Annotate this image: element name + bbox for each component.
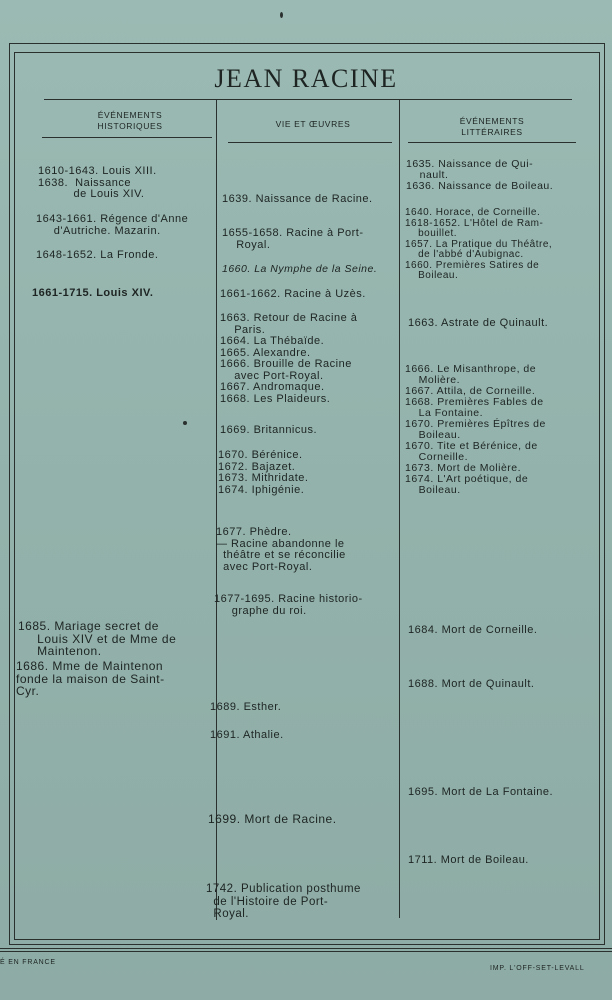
works-entry: 1660. La Nymphe de la Seine.	[222, 263, 378, 275]
column-header-literary: ÉVÉNEMENTS LITTÉRAIRES	[459, 116, 525, 137]
historical-entry: 1648-1652. La Fronde.	[36, 249, 159, 261]
literary-entry: 1663. Astrate de Quinault.	[408, 317, 549, 329]
column-divider-right	[399, 100, 400, 918]
works-entry: 1699. Mort de Racine.	[208, 812, 337, 826]
works-entry: 1742. Publication posthume de l'Histoire de Port- Royal.	[206, 883, 361, 920]
literary-entry: 1666. Le Misanthrope, de Molière. 1667. Attila, de Corneille. 1668. Premières Fables de La Fontaine. 1670. Premières Épîtres de Boileau. 1670. Tite et Bérénice, de Corneille. 1673. Mort de Molière. 1674. L'Art poétique, de Boileau.	[405, 363, 546, 496]
works-entry: 1639. Naissance de Racine.	[222, 193, 373, 205]
column-header-works: VIE ET ŒUVRES	[275, 119, 351, 129]
footer-printed-in: É EN FRANCE	[0, 959, 56, 966]
historical-entry: 1643-1661. Régence d'Anne d'Autriche. Mazarin.	[36, 213, 189, 237]
ink-spot	[183, 421, 187, 425]
bottom-rule	[0, 951, 612, 952]
works-entry: 1677-1695. Racine historio- graphe du roi.	[214, 593, 363, 617]
historical-entry: 1686. Mme de Maintenon fonde la maison de Saint- Cyr.	[16, 659, 165, 698]
ink-spot	[280, 12, 283, 18]
literary-entry: 1711. Mort de Boileau.	[408, 854, 529, 866]
literary-entry: 1695. Mort de La Fontaine.	[408, 786, 554, 798]
literary-entry: 1684. Mort de Corneille.	[408, 624, 538, 636]
bottom-rule	[0, 948, 612, 949]
works-entry: 1669. Britannicus.	[220, 424, 318, 436]
header-rule-historical	[42, 137, 212, 138]
header-rule-works	[228, 142, 392, 143]
works-entry: 1655-1658. Racine à Port- Royal.	[222, 227, 364, 251]
historical-entry: 1661-1715. Louis XIV.	[32, 287, 154, 299]
works-entry: 1670. Bérénice. 1672. Bajazet. 1673. Mithridate. 1674. Iphigénie.	[218, 449, 309, 496]
literary-entry: 1635. Naissance de Qui- nault. 1636. Naissance de Boileau.	[406, 158, 554, 192]
works-entry: 1661-1662. Racine à Uzès.	[220, 288, 366, 300]
historical-entry: 1685. Mariage secret de Louis XIV et de Mme de Maintenon.	[18, 619, 177, 658]
column-divider-left	[216, 100, 217, 920]
historical-entry: 1610-1643. Louis XIII. 1638. Naissance de Louis XIV.	[38, 165, 157, 200]
title-rule	[44, 99, 572, 100]
footer-printer: IMP. L'OFF-SET-LEVALL	[490, 965, 585, 972]
works-entry: 1677. Phèdre. — Racine abandonne le théâtre et se réconcilie avec Port-Royal.	[216, 526, 346, 573]
literary-entry: 1640. Horace, de Corneille. 1618-1652. L'Hôtel de Ram- bouillet. 1657. La Pratique du Théâtre, de l'abbé d'Aubignac. 1660. Premières Satires de Boileau.	[405, 207, 553, 281]
page-title: JEAN RACINE	[214, 64, 398, 93]
header-rule-literary	[408, 142, 576, 143]
literary-entry: 1688. Mort de Quinault.	[408, 678, 535, 690]
works-entry: 1691. Athalie.	[210, 729, 284, 741]
works-entry: 1689. Esther.	[210, 701, 282, 713]
column-header-historical: ÉVÉNEMENTS HISTORIQUES	[97, 110, 163, 131]
works-entry: 1663. Retour de Racine à Paris. 1664. La Thébaïde. 1665. Alexandre. 1666. Brouille de Racine avec Port-Royal. 1667. Andromaque. 1668. Les Plaideurs.	[220, 312, 358, 405]
